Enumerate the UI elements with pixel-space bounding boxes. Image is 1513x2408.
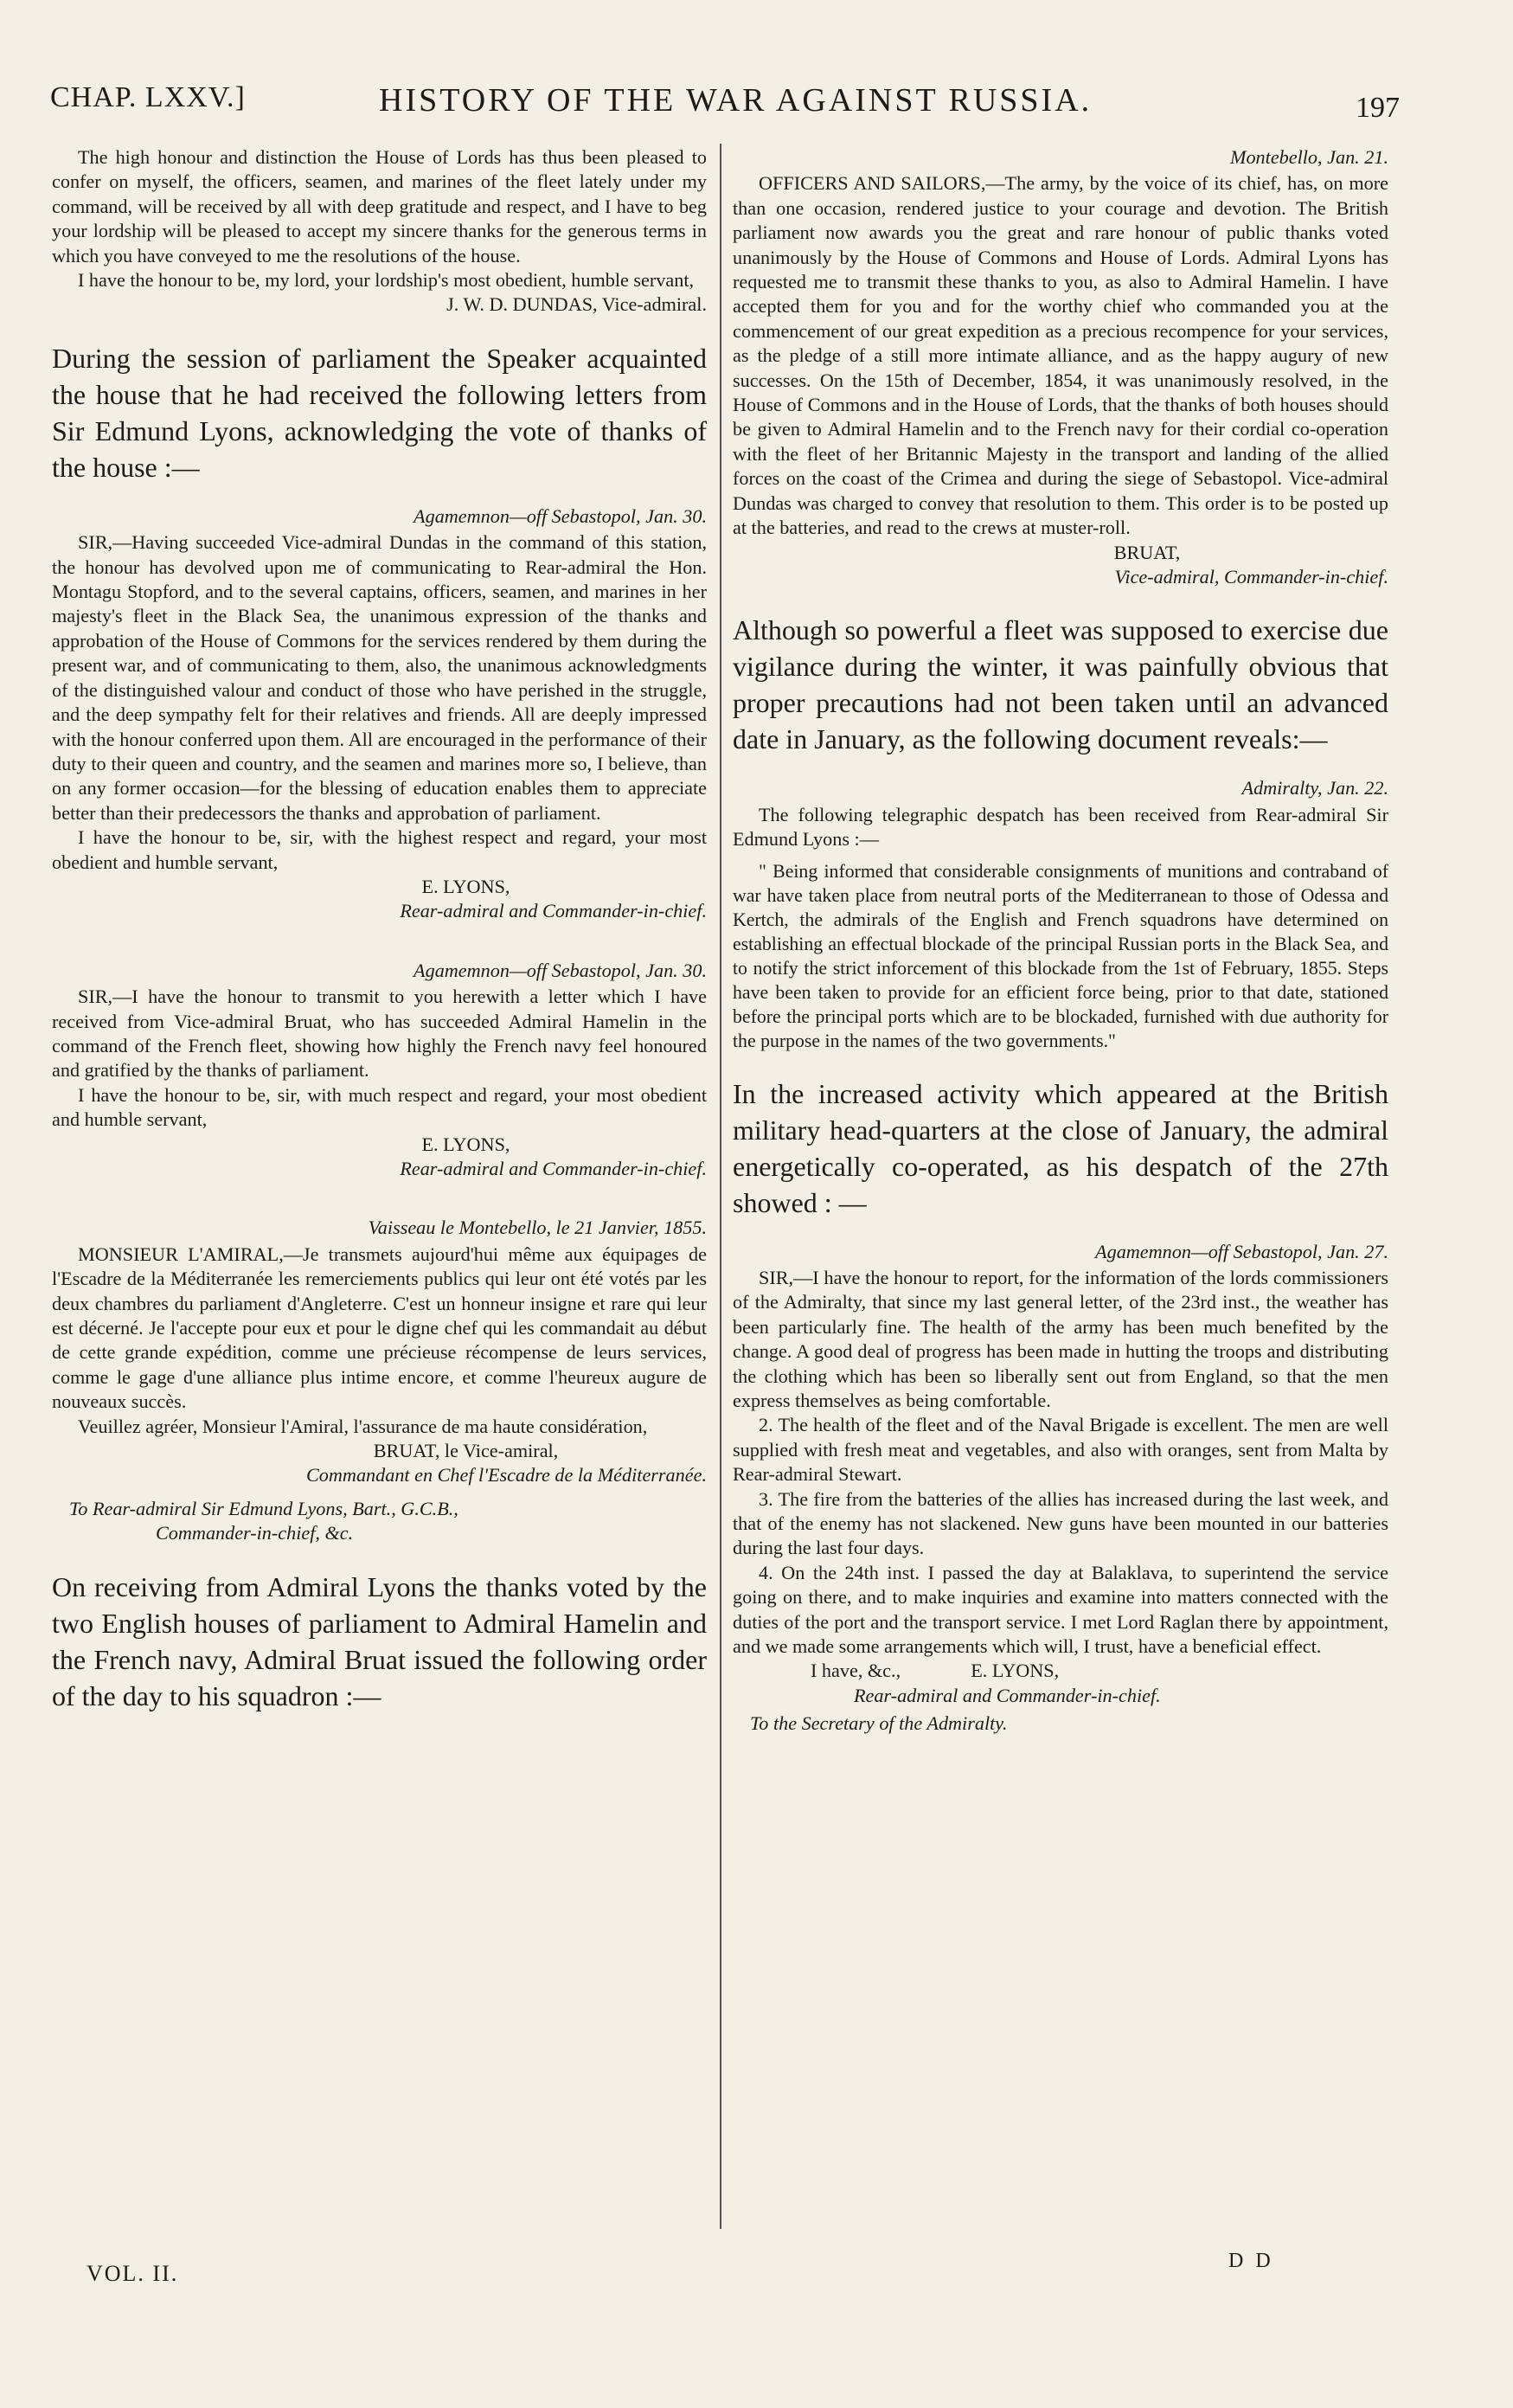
- right-column: [733, 145, 1388, 1737]
- dateline: Agamemnon—off Sebastopol, Jan. 30.: [414, 959, 707, 981]
- signature-mark: D D: [1228, 2250, 1274, 2272]
- narrative-paragraph: During the session of parliament the Speaker acquainted the house that he had received the following letters from Sir Edmund Lyons, acknowledging the vote of thanks of the house :—: [52, 342, 707, 483]
- order-of-day: OFFICERS AND SAILORS,—The army, by the voice of its chief, has, on more than one occasion, rendered justice to your courage and devotion. The British parliament now awards you the great and rare honour of public thanks voted unanimously by the House of Commons and House of Lords. Admiral Lyons has requested me to transmit these thanks to you, as also to Admiral Hamelin. I have accepted them for you and for the worthy chief who commanded you at the commencement of our great expedition as a precious recompence for your services, as the pledge of a still more intimate alliance, and as the happy augury of new successes. On the 15th of December, 1854, it was unanimously resolved, in the House of Commons and in the House of Lords, that the thanks of both houses should be given to Admiral Hamelin and to the French navy for their cordial co-operation with the fleet of her Britannic Majesty in the transport and landing of the allied forces on the coast of the Crimea and during the siege of Sebastopol. Vice-admiral Dundas was charged to convey that resolution to them. This order is to be posted up at the batteries, and read to the crews at muster-roll.: [733, 172, 1388, 539]
- despatch-para: SIR,—I have the honour to report, for the information of the lords commissioners of the Admiralty, that since my last general letter, of the 23rd inst., the weather has been particularly fine. The health of the army has been much benefited by the change. A good deal of progress has been made in hutting the troops and distributing the clothing which has been so liberally sent out from England, so that the men express themselves as being comfortable.: [733, 1266, 1388, 1411]
- dateline: Montebello, Jan. 21.: [1229, 146, 1388, 168]
- volume-label: VOL. II.: [87, 2261, 179, 2286]
- letter-body-french: MONSIEUR L'AMIRAL,—Je transmets aujourd'hui même aux équipages de l'Escadre de la Méditerranée les remerciements publics qui leur ont été votés par les deux chambres du parliament d'Angleterre. C'est un honneur insigne et rare qui leur est décerné. Je l'accepte pour eux et pour le digne chef qui les commandait au début de cette grande expédition, comme une précieuse récompense de leurs services, comme le gage d'une alliance plus intime encore, et comme l'heureux augure de nouveaux succès.: [52, 1243, 707, 1413]
- signature-name: E. LYONS,: [421, 875, 510, 897]
- narrative-paragraph: In the increased activity which appeared at the British military head-quarters at the close of January, the admiral energetically co-operated, as his despatch of the 27th showed : —: [733, 1077, 1388, 1218]
- letter-close: I have the honour to be, sir, with much respect and regard, your most obedient and humble servant,: [52, 1083, 707, 1131]
- signature-name: E. LYONS,: [421, 1133, 510, 1155]
- address-line: To the Secretary of the Admiralty.: [750, 1712, 1008, 1735]
- page-number: 197: [1356, 92, 1400, 124]
- dateline: Vaisseau le Montebello, le 21 Janvier, 1855.: [368, 1217, 707, 1239]
- signature-name: BRUAT, le Vice-amiral,: [373, 1440, 559, 1462]
- address-line: Commander-in-chief, &c.: [156, 1522, 354, 1544]
- signature-title: Rear-admiral and Commander-in-chief.: [854, 1684, 1161, 1706]
- narrative-paragraph: Although so powerful a fleet was supposed to exercise due vigilance during the winter, it was painfully obvious that proper precautions had not been taken until an advanced date in January, as the following document reveals:—: [733, 614, 1388, 755]
- signature-title: Commandant en Chef l'Escadre de la Méditerranée.: [306, 1464, 707, 1487]
- despatch-quote: " Being informed that considerable consignments of munitions and contraband of war have taken place from neutral ports of the Mediterranean to those of Odessa and Kertch, the admirals of the English and French squadrons have determined on establishing an effectual blockade of the principal Russian ports in the Black Sea, and to notify the strict inforcement of this blockade from the 1st of February, 1855. Steps have been taken to provide for an efficient force being, prior to that date, stationed before the principal ports which are to be blockaded, furnished with due authority for the purpose in the names of the two governments.": [733, 860, 1388, 1051]
- letter-body: SIR,—Having succeeded Vice-admiral Dundas in the command of this station, the honour has devolved upon me of communicating to Rear-admiral the Hon. Montagu Stopford, and to the several captains, officers, seamen, and marines in her majesty's fleet in the Black Sea, the unanimous expression of the thanks and approbation of the House of Commons for the services rendered by them during the present war, and of communicating to them, also, the unanimous acknowledgments of the distinguished valour and conduct of those who have perished in the struggle, and the deep sympathy felt for their relatives and friends. All are deeply impressed with the honour conferred upon them. All are encouraged in the performance of their duty to their queen and country, and the seamen and marines more so, I believe, than on any former occasion—for the blessing of education enables them to appreciate better than their predecessors the thanks and approbation of parliament.: [52, 531, 707, 824]
- column-rule: [720, 144, 721, 2229]
- signature-name: BRUAT,: [1113, 541, 1181, 563]
- address-line: To Rear-admiral Sir Edmund Lyons, Bart., G.C.B.,: [69, 1497, 458, 1519]
- paragraph: The high honour and distinction the House of Lords has thus been pleased to confer on myself, the officers, seamen, and marines of the fleet lately under my command, will be received by all with deep gratitude and respect, and I have to beg your lordship will be pleased to accept my sincere thanks for the generous terms in which you have conveyed to me the resolutions of the house.: [52, 146, 707, 266]
- closing-line: [733, 1659, 1388, 1683]
- despatch-para: 2. The health of the fleet and of the Naval Brigade is excellent. The men are well supplied with fresh meat and vegetables, and also with oranges, sent from Malta by Rear-admiral Stewart.: [733, 1414, 1388, 1486]
- chapter-label: CHAP. LXXV.]: [50, 81, 246, 113]
- letter-close: I have the honour to be, sir, with the highest respect and regard, your most obedient and humble servant,: [52, 826, 707, 873]
- paragraph: I have the honour to be, my lord, your lordship's most obedient, humble servant,: [78, 269, 695, 292]
- despatch-para: 4. On the 24th inst. I passed the day at Balaklava, to superintend the service going on there, and to make inquiries and examine into matters connected with the duties of the port and the transport service. I met Lord Raglan there by appointment, and we made some arrangements which will, I trust, have a beneficial effect.: [733, 1561, 1388, 1658]
- signature-title: Vice-admiral, Commander-in-chief.: [1114, 565, 1388, 588]
- dateline: Agamemnon—off Sebastopol, Jan. 30.: [414, 504, 707, 527]
- despatch-intro: The following telegraphic despatch has been received from Rear-admiral Sir Edmund Lyons :—: [733, 803, 1388, 851]
- dateline: Agamemnon—off Sebastopol, Jan. 27.: [1095, 1240, 1388, 1262]
- running-header: [50, 73, 1400, 133]
- dateline: Admiralty, Jan. 22.: [1241, 777, 1388, 799]
- signature-dundas: J. W. D. DUNDAS, Vice-admiral.: [446, 293, 707, 316]
- despatch-para: 3. The fire from the batteries of the allies has increased during the last week, and that of the enemy has not slackened. New guns have been mounted in our batteries during the last four days.: [733, 1487, 1388, 1559]
- signature-title: Rear-admiral and Commander-in-chief.: [400, 900, 707, 922]
- letter-close: Veuillez agréer, Monsieur l'Amiral, l'assurance de ma haute considération,: [78, 1415, 648, 1437]
- left-column: [52, 145, 707, 1726]
- closing-formula: I have, &c.,: [811, 1660, 901, 1682]
- running-title: HISTORY OF THE WAR AGAINST RUSSIA.: [379, 82, 1093, 119]
- signature-name: E. LYONS,: [971, 1660, 1060, 1682]
- signature-title: Rear-admiral and Commander-in-chief.: [400, 1158, 707, 1179]
- narrative-paragraph: On receiving from Admiral Lyons the thanks voted by the two English houses of parliament to Admiral Hamelin and the French navy, Admiral Bruat issued the following order of the day to his squadron :—: [52, 1570, 707, 1711]
- letter-body: SIR,—I have the honour to transmit to you herewith a letter which I have received from Vice-admiral Bruat, who has succeeded Admiral Hamelin in the command of the French fleet, showing how highly the French navy feel honoured and gratified by the thanks of parliament.: [52, 986, 707, 1082]
